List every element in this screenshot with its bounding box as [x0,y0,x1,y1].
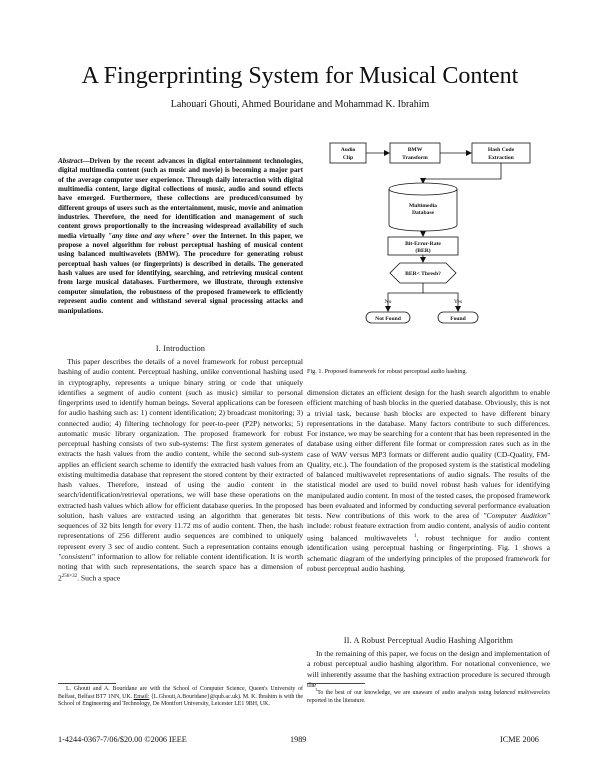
intro-paragraph-1: This paper describes the details of a novel framework for robust perceptual hashing of audio content. Perceptual hashing, unlike conventional hashing used in cryptography, represents a unique binary string or code that uniquely identifies a segment of audio content (such as music) similar to personal fingerprints used to identify human beings. Several applications can be foreseen for audio hashing such as: 1) content identification; 2) broadcast monitoring; 3) connected audio; 4) filtering technology for peer-to-peer (P2P) networks; 5) automatic music library organization. The proposed framework for robust perceptual hashing consists of two sub-systems: The first system generates of extracts the hash values from the audio content, while the second sub-system applies an efficient search scheme to identify the extracted hash values from an existing multimedia database that represent the stored content by their extracted hash values. Therefore, instead of using the audio content in the search/identification/retrieval operations, we will base these operations on the extracted hash values which allow for efficient database queries. In the proposed solution, hash values are extracted using an algorithm that generates bit sequences of 32 bits length for every 11.72 ms of audio content. Then, the hash representations of 256 different audio sequences are combined to uniquely represent every 3 sec of audio content. Such a representation contains enough "consistent" information to allow for reliable content identification. It is worth noting that with such representations, the search space has a dimension of $2^{256\times 32}$. Such a space [58,357,303,583]
abstract-text: —Driven by the recent advances in digital entertainment technologies, digital multimedia content (such as music and movie) is becoming a major part of the average computer user experience. Through daily interaction with digital multimedia content, large digital collections of music, audio and sound effects have emerged. Furthermore, these collections are produced/consumed by different groups of users such as the entertainment, music, movie and animation industries. Therefore, the need for identification and management of such content grows proportionally to the increasing widespread availability of such media virtually [58,157,303,240]
footnote-rule-right [307,683,365,684]
section-1-right-column [307,388,550,574]
author-list: Lahouari Ghouti, Ahmed Bouridane and Mohammad K. Ibrahim [170,99,430,110]
no-label: No [384,299,392,305]
not-found-label: Not Found [375,316,401,322]
yes-label: Yes [453,299,463,305]
audio-clip-label-1: Audio [340,147,356,153]
db-label-1: Multimedia [409,203,437,209]
email-label: Email: [133,693,150,700]
footnote-right: $^1$To the best of our knowledge, we are unaware of audio analysis using balanced multiwavelets reported in the literature. [307,687,550,704]
search-space-base: 2 [58,573,62,583]
abstract-label: Abstract [58,157,83,165]
section-2-heading: II. A Robust Perceptual Audio Hashing Algorithm [343,636,514,645]
abstract-quote: "any time and any where" [108,231,190,240]
search-space-exponent: 256×32 [61,574,78,580]
framework-diagram [322,135,552,327]
hash-label-1: Hash Code [487,147,515,153]
footer-conference: ICME 2006 [500,735,539,744]
footer-isbn: 1-4244-0367-7/06/$20.00 ©2006 IEEE [58,735,187,744]
bmw-label-2: Transform [402,155,428,161]
consistent-quote: "consistent" [58,551,95,561]
section-1-heading: I. Introduction [155,344,206,353]
intro-paragraph-2: dimension dictates an efficient design for the hash search algorithm to enable efficient matching of hash blocks in the queried database. Obviously, this is not a trivial task, because hash blocks are expected to have different binary representations in the database. Many factors contribute to such differences. For instance, we may be searching for a content that has been represented in the database using either different file format or compression rates such as in the case of WAV versus MP3 formats or different audio quality (CD-Quality, FM-Quality, etc.). The foundation of the proposed system is the statistical modeling of balanced multiwavelet representations of audio signals. The results of the statistical model are used to build novel robust hash values for identifying manipulated audio content. In most of the tested cases, the proposed framework has been evaluated and informed by conducting several performance evaluation tests. New contributions of this work to the area of "Computer Audition" include: robust feature extraction from audio content, analysis of audio content using balanced multiwavelets $^1$, robust technique for audio content identification using perceptual hashing or fingerprinting. Fig. 1 shows a schematic diagram of the underlying principles of the proposed framework for robust perceptual audio hashing. [307,388,550,573]
decision-label: BER< Thresh? [405,271,441,277]
section-2-paragraph-1: In the remaining of this paper, we focus on the design and implementation of a robust perceptual audio hashing algorithm. For notational convenience, we will inherently assume that the hashing extraction procedure is secured through the [307,649,550,689]
arrow-decision-no [388,283,423,311]
audio-clip-label-2: Clip [342,155,354,161]
paper-title: A Fingerprinting System for Musical Content [81,63,519,89]
ber-label-1: Bit-Error-Rate [405,241,441,247]
computer-audition-quote: "Computer Audition" [483,511,550,520]
figure-caption: Fig. 1. Proposed framework for robust perceptual audio hashing. [307,368,467,375]
abstract [58,157,303,316]
hash-label-2: Extraction [488,155,514,161]
found-label: Found [450,316,466,322]
bmw-label-1: BMW [407,147,423,153]
footnote-italic: balanced multiwavelets [493,689,550,696]
db-label-2: Database [411,210,435,216]
arrow-hash-to-db [423,163,501,183]
ber-label-2: (BER) [415,248,431,254]
footnote-ref-1: 1 [414,533,417,539]
section-1-left-column [58,357,303,584]
abstract-text-continued: over the Internet. In this paper, we propose a novel algorithm for robust perceptual hashing of musical content using balanced multiwavelets (BMW). The procedure for generating robust perceptual hash values (or fingerprints) is described in details. The generated hash values are used for identifying, searching, and retrieving musical content from large musical databases. Furthermore, we illustrate, through extensive computer simulation, the robustness of the proposed framework to efficiently represent audio content and withstand several signal processing attacks and manipulations. [58,231,304,315]
arrow-decision-yes [423,293,458,311]
footnote-mark: 1 [315,687,318,692]
footer-page-number: 1989 [290,735,307,744]
footnote-left: L. Ghouti and A. Bouridane are with the School of Computer Science, Queen's University of Belfast, Belfast BT7 1NN, UK. Email: {L.Ghouti,A.Bouridane}@qub.ac.uk). M. K. Ibrahim is with the School of Engineering and Technology, De Montfort University, Leicester LE1 9BH, UK. [58,686,303,708]
footnote-rule-left [58,683,116,684]
